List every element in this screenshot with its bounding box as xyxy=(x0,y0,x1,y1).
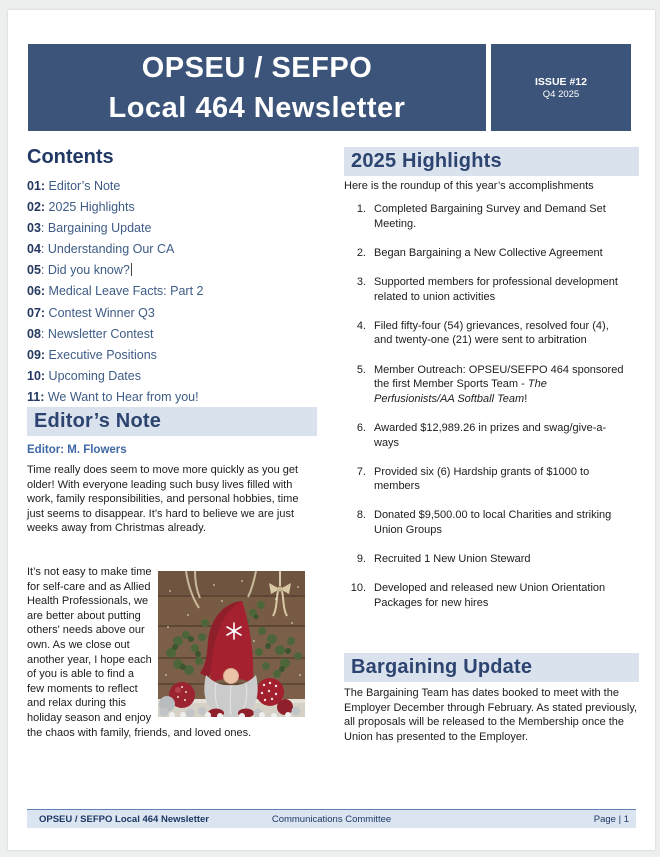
contents-item-did-you-know[interactable] xyxy=(27,260,327,281)
list-number: 6. xyxy=(356,421,366,434)
footer-page-number: Page | 1 xyxy=(593,813,629,825)
highlight-item-9 xyxy=(344,552,639,567)
contents-item-number: 07: xyxy=(27,305,46,320)
highlight-item-4 xyxy=(344,319,639,348)
contents-item-label: Upcoming Dates xyxy=(45,368,141,383)
list-text: Recruited 1 New Union Steward xyxy=(374,553,531,566)
highlights-heading: 2025 Highlights xyxy=(344,147,639,176)
list-number: 10. xyxy=(350,582,366,595)
contents-item-number: 03 xyxy=(27,221,41,236)
list-number: 5. xyxy=(356,363,366,376)
contents-item-understanding-our-ca[interactable] xyxy=(27,239,327,260)
highlight-item-10 xyxy=(344,581,639,610)
contents-item-number: 10: xyxy=(27,368,46,383)
contents-item-label: : Bargaining Update xyxy=(40,221,152,236)
contents-item-number: 02: xyxy=(27,200,46,215)
list-number: 4. xyxy=(356,319,366,332)
list-number: 7. xyxy=(356,465,366,478)
footer-newsletter-title: OPSEU / SEFPO Local 464 Newsletter xyxy=(39,813,210,825)
contents-item-label: Medical Leave Facts: Part 2 xyxy=(45,284,204,299)
highlight-item-2 xyxy=(344,246,639,261)
editors-note-section xyxy=(27,407,317,436)
contents-item-number: 09: xyxy=(27,347,46,362)
bargaining-body: The Bargaining Team has dates booked to meet with the Employer December through February. As stated previously, all proposals will be released to the Membership once the Union has presented to the Employer. xyxy=(344,687,638,743)
list-text xyxy=(374,363,625,407)
highlight-item-7 xyxy=(344,465,639,494)
contents-heading: Contents xyxy=(27,146,114,168)
highlight-item-3 xyxy=(344,275,639,304)
highlights-list xyxy=(344,202,639,625)
contents-item-upcoming-dates[interactable] xyxy=(27,366,327,387)
contents-item-label: We Want to Hear from you! xyxy=(44,389,199,404)
editors-note-paragraph-1: Time really does seem to move more quickly as you get older! With everyone leading such busy lives filled with work, family responsibilities, and personal hobbies, time just seems to disappear. It’s hard to believe we are just weeks away from Christmas already. xyxy=(27,464,299,535)
table-of-contents xyxy=(27,176,327,408)
list-text: Developed and released new Union Orientation Packages for new hires xyxy=(374,582,606,610)
masthead-title-line1: OPSEU / SEFPO xyxy=(141,51,373,84)
list-number: 3. xyxy=(356,275,366,288)
masthead-title-line2: Local 464 Newsletter xyxy=(108,91,406,124)
list-text-italic: The Perfusionists/AA Softball Team xyxy=(374,378,547,405)
list-text-normal: Member Outreach: OPSEU/SEFPO 464 sponsored the first Member Sports Team - xyxy=(374,363,624,391)
contents-item-label: : Newsletter Contest xyxy=(40,326,154,341)
highlight-item-6 xyxy=(344,421,639,450)
list-text-suffix: ! xyxy=(524,392,528,405)
text-cursor xyxy=(131,263,132,276)
list-text: Completed Bargaining Survey and Demand Set Meeting. xyxy=(374,203,606,230)
contents-item-medical-leave-facts[interactable] xyxy=(27,281,327,302)
list-number: 8. xyxy=(356,509,366,522)
highlight-item-8 xyxy=(344,508,639,537)
list-text: Supported members for professional development related to union activities xyxy=(374,275,618,303)
highlight-item-1 xyxy=(344,202,639,231)
contents-item-we-want-to-hear[interactable] xyxy=(27,387,327,408)
contents-item-label: Executive Positions xyxy=(45,347,157,362)
contents-item-editors-note[interactable] xyxy=(27,176,327,197)
newsletter-masthead xyxy=(28,44,486,131)
page-footer xyxy=(27,809,636,828)
contents-item-label: : Understanding Our CA xyxy=(40,242,175,257)
issue-box xyxy=(491,44,631,131)
contents-item-bargaining-update[interactable] xyxy=(27,218,327,239)
list-number: 2. xyxy=(356,246,366,259)
footer-center-text: Communications Committee xyxy=(271,813,392,825)
contents-item-contest-winner[interactable] xyxy=(27,303,327,324)
list-text: Donated $9,500.00 to local Charities and striking Union Groups xyxy=(374,509,612,537)
christmas-gnome-photo xyxy=(158,571,305,717)
contents-item-number: 05 xyxy=(27,263,41,278)
contents-item-label: Contest Winner Q3 xyxy=(45,305,155,320)
highlight-item-5 xyxy=(344,363,639,407)
list-number: 9. xyxy=(356,553,366,566)
list-text: Began Bargaining a New Collective Agreement xyxy=(374,246,603,259)
contents-item-number: 08 xyxy=(27,326,41,341)
contents-item-number: 04 xyxy=(27,242,41,257)
list-number: 1. xyxy=(356,203,366,215)
contents-item-number: 01: xyxy=(27,179,46,193)
bargaining-section xyxy=(344,653,639,682)
editors-note-heading: Editor’s Note xyxy=(27,407,317,436)
issue-number: ISSUE #12 xyxy=(535,75,587,88)
contents-item-executive-positions[interactable] xyxy=(27,345,327,366)
contents-item-label: 2025 Highlights xyxy=(45,200,135,215)
editors-note-paragraph-2 xyxy=(27,565,317,740)
highlights-section xyxy=(344,147,639,176)
highlights-intro: Here is the roundup of this year’s accomplishments xyxy=(344,180,594,192)
contents-item-number: 11: xyxy=(27,389,45,404)
contents-item-2025-highlights[interactable] xyxy=(27,197,327,218)
contents-item-newsletter-contest[interactable] xyxy=(27,324,327,345)
bargaining-heading: Bargaining Update xyxy=(344,653,639,682)
list-text: Provided six (6) Hardship grants of $1000 to members xyxy=(374,465,590,493)
issue-quarter: Q4 2025 xyxy=(542,88,580,100)
editors-note-paragraph-2-text: It’s not easy to make time for self-care and as Allied Health Professionals, we are better about putting others' needs above our own. As we close out another year, I hope each of you is able to find a few moments to reflect and relax during this holiday season and enjoy the chaos with family, friends, and loved ones. xyxy=(27,566,252,739)
editor-byline: Editor: M. Flowers xyxy=(27,444,127,456)
list-text: Awarded $12,989.26 in prizes and swag/give-a-ways xyxy=(374,421,607,449)
list-text: Filed fifty-four (54) grievances, resolved four (4), and twenty-one (21) were sent to arbitration xyxy=(374,319,609,347)
newsletter-page xyxy=(8,10,655,850)
contents-item-label: : Did you know? xyxy=(40,263,130,278)
contents-item-label: Editor’s Note xyxy=(45,179,121,193)
contents-item-number: 06: xyxy=(27,284,46,299)
